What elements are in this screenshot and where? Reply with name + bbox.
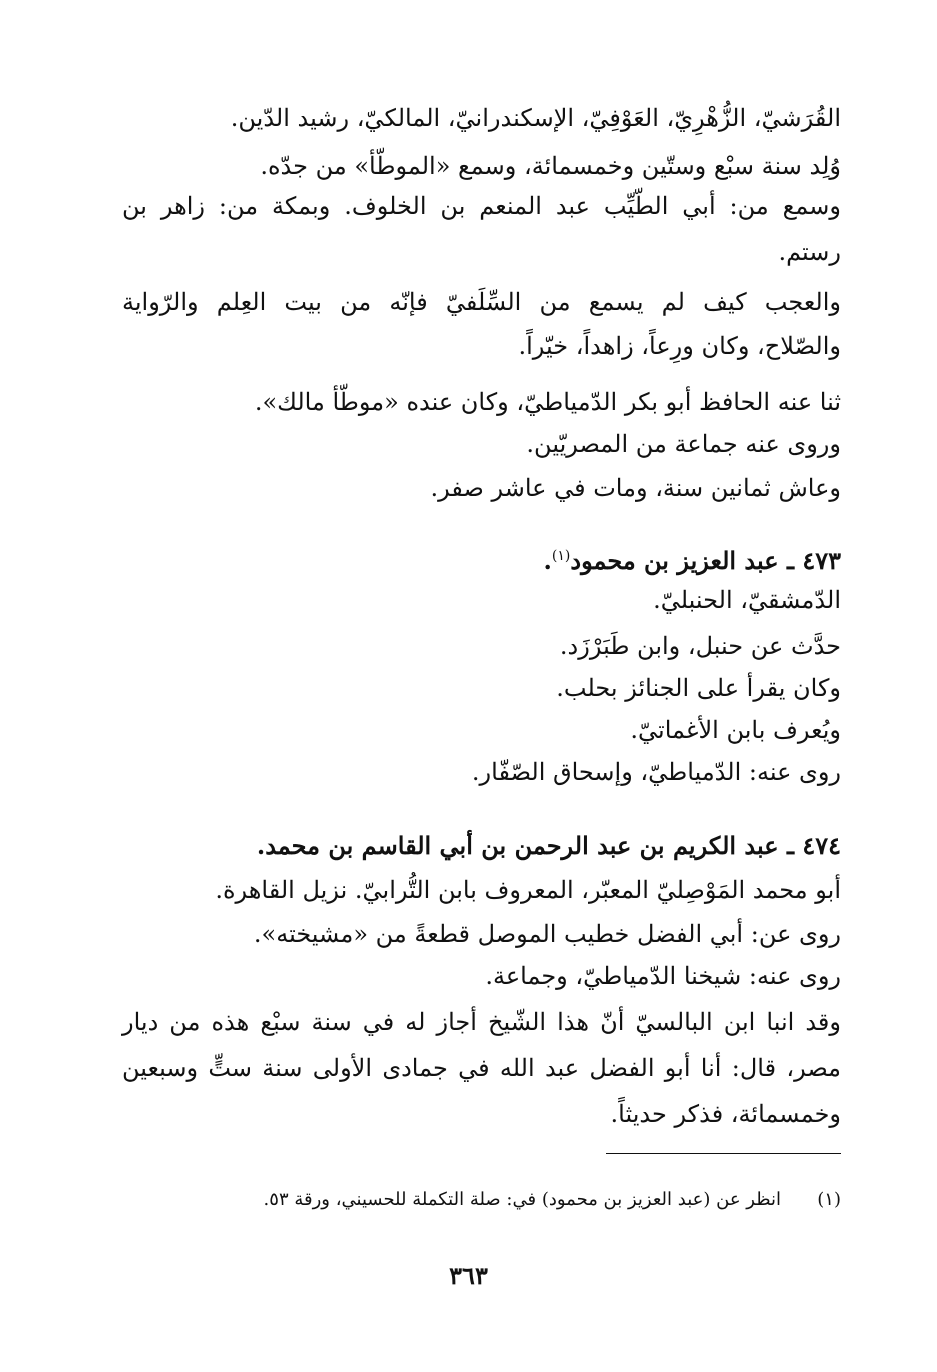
entry-472-line-3: وسمع من: أبي الطّيِّب عبد المنعم بن الخلوف. وبمكة من: زاهر بن [122, 192, 842, 220]
entry-472-line-4: رستم. [778, 238, 841, 266]
entry-473-line-4: ويُعرف بابن الأغماتيّ. [630, 716, 841, 744]
entry-474-line-2: روى عن: أبي الفضل خطيب الموصل قطعةً من «مشيخته». [253, 920, 841, 948]
entry-472-line-5: ثنا عنه الحافظ أبو بكر الدّمياطيّ، وكان عنده «موطّأ مالك». [254, 388, 841, 416]
entry-473-heading-text: ٤٧٣ ـ عبد العزيز بن محمود [570, 546, 841, 575]
footnote-ref: (١) [551, 548, 571, 564]
entry-474-para-line-2: مصر، قال: أنا أبو الفضل عبد الله في جمادى الأولى سنة ستٍّ وسبعين [122, 1054, 841, 1082]
entry-474-para-line-3: وخمسمائة، فذكر حديثاً. [610, 1100, 841, 1128]
footnote-number: (١) [817, 1189, 841, 1210]
entry-474-para-line-1: وقد انبا ابن البالسيّ أنّ هذا الشّيخ أجاز له في سنة سبْع هذه من ديار [122, 1008, 841, 1036]
entry-472-line-2: وُلِد سنة سبْع وستّين وخمسمائة، وسمع «الموطّأ» من جدّه. [260, 152, 841, 180]
footnote-text: انظر عن (عبد العزيز بن محمود) في: صلة التكملة للحسيني، ورقة ٥٣. [263, 1189, 781, 1210]
entry-472-line-6: وروى عنه جماعة من المصريّين. [526, 430, 841, 458]
entry-474-line-3: روى عنه: شيخنا الدّمياطيّ، وجماعة. [485, 962, 841, 990]
footnote [120, 1182, 841, 1218]
entry-474-heading: ٤٧٤ ـ عبد الكريم بن عبد الرحمن بن أبي القاسم بن محمد. [256, 831, 841, 860]
entry-473-line-5: روى عنه: الدّمياطيّ، وإسحاق الصّفّار. [471, 758, 841, 786]
entry-472-line-7: وعاش ثمانين سنة، ومات في عاشر صفر. [430, 474, 841, 502]
entry-473-line-1: الدّمشقيّ، الحنبليّ. [653, 586, 841, 614]
entry-473-line-3: وكان يقرأ على الجنائز بحلب. [556, 674, 841, 702]
entry-472-para2-line-1: والعجب كيف لم يسمع من السِّلَفيّ فإنّه من بيت العِلم والرّواية [122, 288, 841, 316]
page-number: ٣٦٣ [449, 1261, 488, 1290]
footnote-separator [606, 1153, 841, 1154]
entry-472-para2-line-2: والصّلاح، وكان ورِعاً، زاهداً، خيّراً. [518, 332, 841, 360]
entry-472-line-1: القُرَشيّ، الزُّهْرِيّ، العَوْفِيّ، الإسكندرانيّ، المالكيّ، رشيد الدّين. [230, 104, 841, 132]
entry-474-line-1: أبو محمد المَوْصِليّ المعبّر، المعروف بابن التُّرابيّ. نزيل القاهرة. [215, 876, 841, 904]
entry-473-heading-end: . [543, 546, 552, 575]
entry-473-line-2: حدَّث عن حنبل، وابن طَبَرْزَد. [559, 632, 841, 660]
